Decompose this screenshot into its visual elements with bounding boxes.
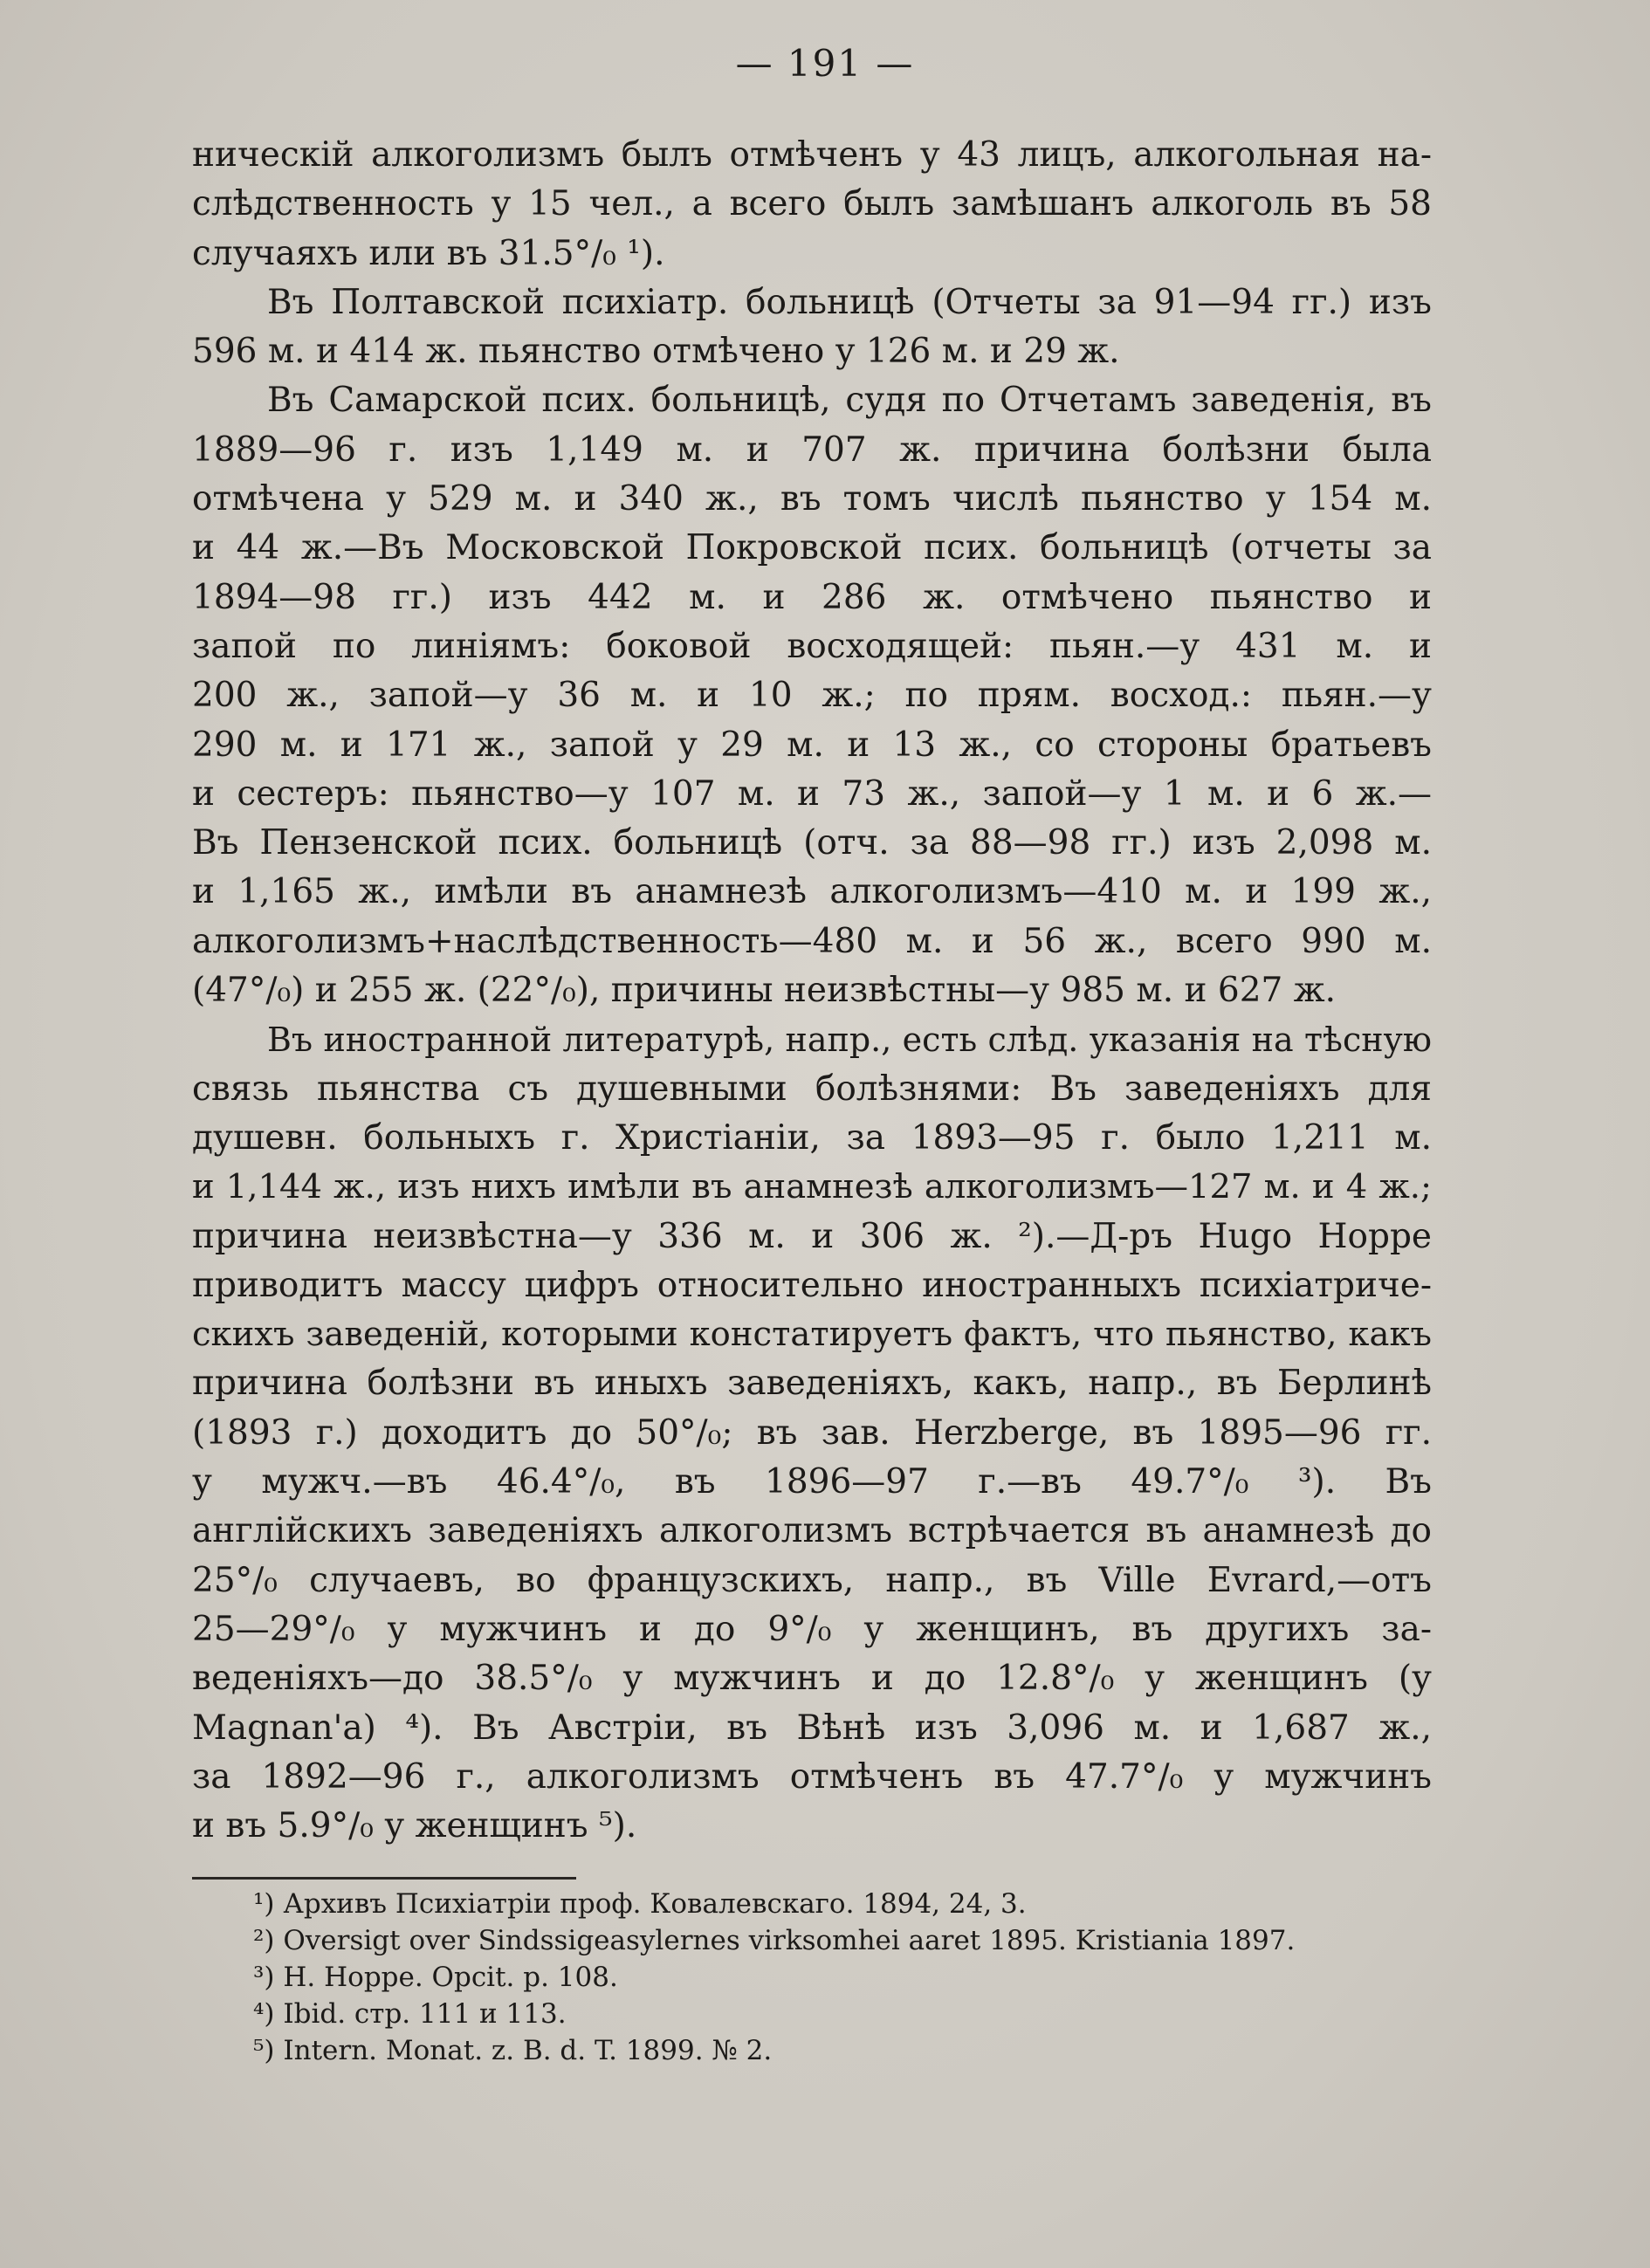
text-line: веденіяхъ—до 38.5°/₀ у мужчинъ и до 12.8°/₀ у женщинъ (у: [192, 1659, 1432, 1699]
text-line: 596 м. и 414 ж. пьянство отмѣчено у 126 м. и 29 ж.: [192, 332, 1120, 372]
text-line: 25°/₀ случаевъ, во французскихъ, напр., въ Ville Evrard,—отъ: [192, 1560, 1432, 1600]
text-line: и 44 ж.—Въ Московской Покровской псих. больницѣ (отчеты за: [192, 528, 1432, 568]
footnote-5: ⁵) Intern. Monat. z. B. d. T. 1899. № 2.: [253, 2035, 773, 2066]
text-line: англійскихъ заведеніяхъ алкоголизмъ встрѣчается въ анамнезѣ до: [192, 1511, 1432, 1551]
text-line: запой по линіямъ: боковой восходящей: пьян.—у 431 м. и: [192, 626, 1432, 666]
text-line: и 1,144 ж., изъ нихъ имѣли въ анамнезѣ алкоголизмъ—127 м. и 4 ж.;: [192, 1167, 1432, 1207]
body-text: [192, 131, 1432, 1851]
text-line: 25—29°/₀ у мужчинъ и до 9°/₀ у женщинъ, въ другихъ за-: [192, 1609, 1432, 1649]
footnote-2: ²) Oversigt over Sindssigeasylernes virksomhei aaret 1895. Kristiania 1897.: [253, 1925, 1296, 1956]
text-line: и 1,165 ж., имѣли въ анамнезѣ алкоголизмъ—410 м. и 199 ж.,: [192, 872, 1432, 912]
text-line: слѣдственность у 15 чел., а всего былъ замѣшанъ алкоголь въ 58: [192, 184, 1432, 224]
text-line: 1894—98 гг.) изъ 442 м. и 286 ж. отмѣчено пьянство и: [192, 577, 1432, 617]
text-line: (1893 г.) доходитъ до 50°/₀; въ зав. Herzberge, въ 1895—96 гг.: [192, 1412, 1432, 1453]
text-line: Въ иностранной литературѣ, напр., есть слѣд. указанія на тѣсную: [267, 1021, 1432, 1060]
text-line: 290 м. и 171 ж., запой у 29 м. и 13 ж., со стороны братьевъ: [192, 725, 1432, 765]
text-line: и въ 5.9°/₀ у женщинъ ⁵).: [192, 1806, 637, 1846]
footnote-4: ⁴) Ibid. стр. 111 и 113.: [253, 1998, 567, 2030]
text-line: Въ Полтавской психіатр. больницѣ (Отчеты за 91—94 гг.) изъ: [267, 282, 1432, 322]
text-line: алкоголизмъ+наслѣдственность—480 м. и 56 ж., всего 990 м.: [192, 921, 1432, 961]
text-line: и сестеръ: пьянство—у 107 м. и 73 ж., запой—у 1 м. и 6 ж.—: [192, 773, 1432, 814]
text-line: приводитъ массу цифръ относительно иностранныхъ психіатриче-: [192, 1265, 1432, 1305]
text-line: у мужч.—въ 46.4°/₀, въ 1896—97 г.—въ 49.7°/₀ ³). Въ: [192, 1462, 1432, 1502]
text-line: случаяхъ или въ 31.5°/₀ ¹).: [192, 233, 665, 273]
page-number: — 191 —: [735, 42, 915, 85]
text-line: причина неизвѣстна—у 336 м. и 306 ж. ²).—Д-ръ Hugo Hoppe: [192, 1216, 1432, 1256]
text-line: 1889—96 г. изъ 1,149 м. и 707 ж. причина болѣзни была: [192, 430, 1432, 470]
footnote-1: ¹) Архивъ Психіатріи проф. Ковалевскаго. 1894, 24, 3.: [253, 1888, 1027, 1920]
text-line: душевн. больныхъ г. Христіаніи, за 1893—95 г. было 1,211 м.: [192, 1117, 1432, 1158]
text-line: связь пьянства съ душевными болѣзнями: Въ заведеніяхъ для: [192, 1069, 1432, 1109]
text-line: 200 ж., запой—у 36 м. и 10 ж.; по прям. восход.: пьян.—у: [192, 676, 1432, 716]
text-line: причина болѣзни въ иныхъ заведеніяхъ, какъ, напр., въ Берлинѣ: [192, 1364, 1432, 1404]
text-line: за 1892—96 г., алкоголизмъ отмѣченъ въ 47.7°/₀ у мужчинъ: [192, 1756, 1432, 1797]
text-line: Magnan'a) ⁴). Въ Австріи, въ Вѣнѣ изъ 3,096 м. и 1,687 ж.,: [192, 1708, 1432, 1748]
footnotes: [253, 1886, 1458, 2069]
text-line: Въ Самарской псих. больницѣ, судя по Отчетамъ заведенія, въ: [267, 381, 1432, 421]
footnote-3: ³) H. Hoppe. Opcit. p. 108.: [253, 1962, 618, 1993]
text-line: Въ Пензенской псих. больницѣ (отч. за 88—98 гг.) изъ 2,098 м.: [192, 823, 1432, 863]
text-line: (47°/₀) и 255 ж. (22°/₀), причины неизвѣстны—у 985 м. и 627 ж.: [192, 971, 1336, 1011]
text-line: отмѣчена у 529 м. и 340 ж., въ томъ числѣ пьянство у 154 м.: [192, 479, 1432, 519]
text-line: ническій алкоголизмъ былъ отмѣченъ у 43 лицъ, алкогольная на-: [192, 135, 1432, 175]
text-line: скихъ заведеній, которыми констатируетъ фактъ, что пьянство, какъ: [192, 1315, 1432, 1355]
footnote-divider: [192, 1877, 576, 1880]
